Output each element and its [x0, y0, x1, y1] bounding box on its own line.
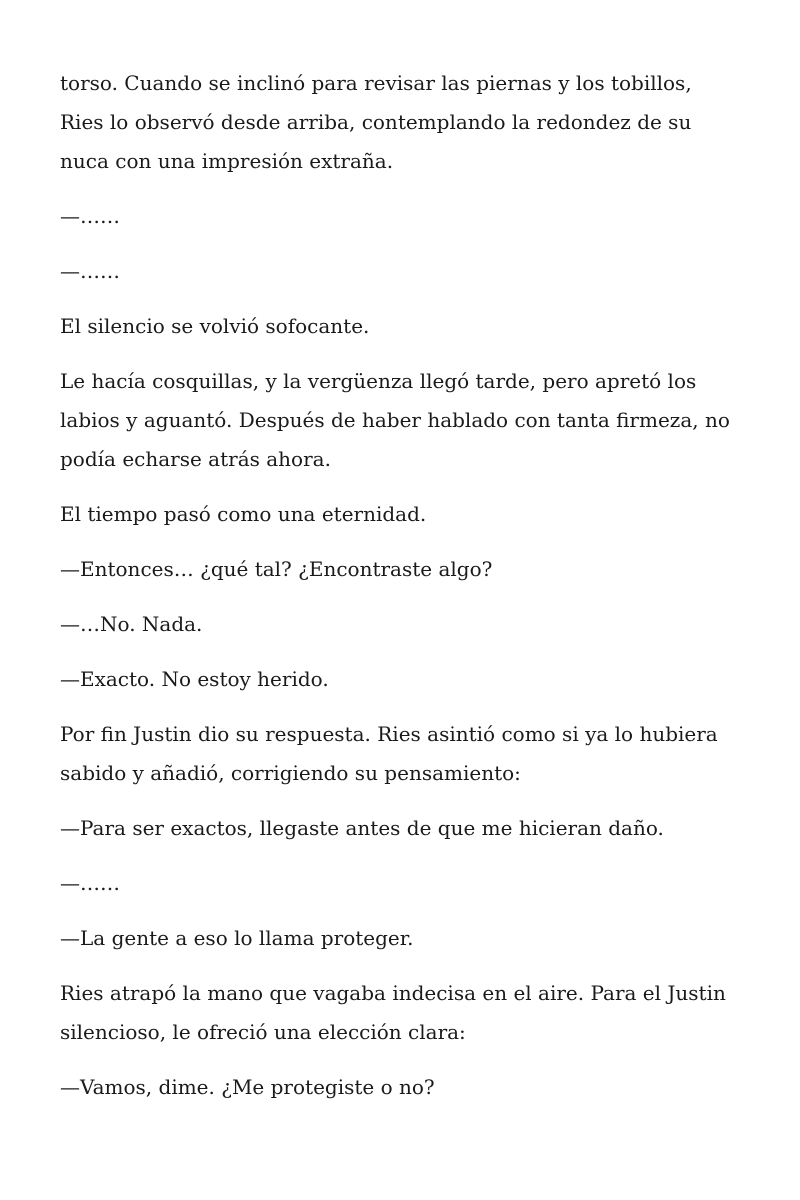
paragraph: Por fin Justin dio su respuesta. Ries asintió como si ya lo hubiera sabido y añadió, corrigiendo su pensamiento:: [60, 722, 718, 785]
dialogue-line: —…No. Nada.: [60, 612, 203, 636]
dialogue-line: —Entonces… ¿qué tal? ¿Encontraste algo?: [60, 557, 493, 581]
dialogue-line: —La gente a eso lo llama proteger.: [60, 926, 414, 950]
paragraph: El silencio se volvió sofocante.: [60, 314, 370, 338]
dialogue-line: —Vamos, dime. ¿Me protegiste o no?: [60, 1075, 435, 1099]
paragraph: torso. Cuando se inclinó para revisar las piernas y los tobillos, Ries lo observó desde arriba, contemplando la redondez de su nuca con una impresión extraña.: [60, 71, 692, 173]
dialogue-line: —Para ser exactos, llegaste antes de que me hicieran daño.: [60, 816, 664, 840]
reading-page: [60, 64, 740, 1123]
dialogue-line: —……: [60, 204, 120, 228]
dialogue-line: —……: [60, 259, 120, 283]
paragraph: El tiempo pasó como una eternidad.: [60, 502, 427, 526]
dialogue-line: —Exacto. No estoy herido.: [60, 667, 329, 691]
paragraph: Le hacía cosquillas, y la vergüenza llegó tarde, pero apretó los labios y aguantó. Después de haber hablado con tanta firmeza, no podía echarse atrás ahora.: [60, 369, 730, 471]
dialogue-line: —……: [60, 871, 120, 895]
paragraph: Ries atrapó la mano que vagaba indecisa en el aire. Para el Justin silencioso, le ofreció una elección clara:: [60, 981, 726, 1044]
